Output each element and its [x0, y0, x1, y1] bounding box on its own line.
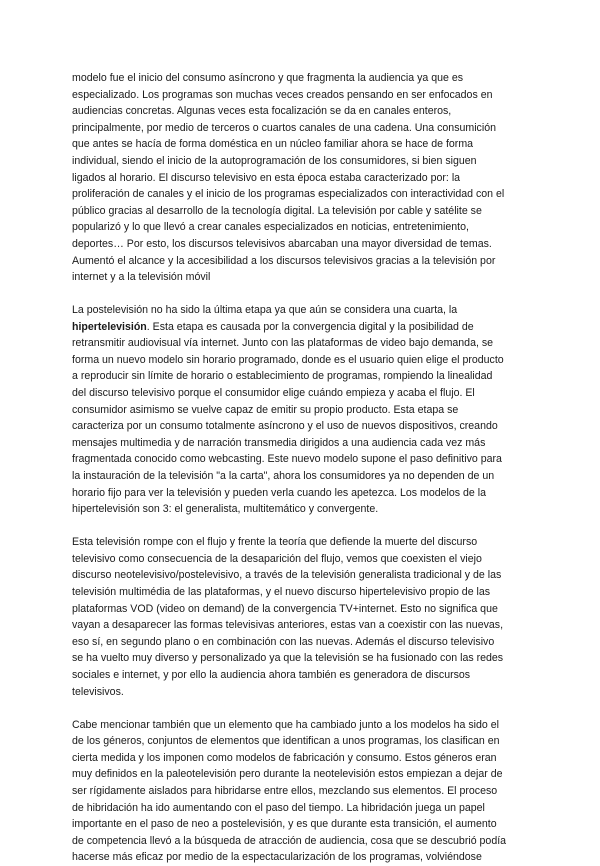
document-body — [72, 70, 528, 866]
paragraph-3: Esta televisión rompe con el flujo y frente la teoría que defiende la muerte del discurso televisivo como consecuencia de la desaparición del flujo, vemos que coexisten el viejo discurso neotelevisivo/postelevisivo, a través de la televisión generalista tradicional y de las televisión multimédia de las plataformas, y el nuevo discurso hipertelevisivo propio de las plataformas VOD (video on demand) de la convergencia TV+internet. Esto no significa que vayan a desaparecer las formas televisivas anteriores, estas van a coexistir con las nuevas, eso sí, en segundo plano o en combinación con las nuevas. Además el discurso televisivo se ha vuelto muy diverso y personalizado ya que la televisión se ha fusionado con las redes sociales e internet, y por ello la audiencia ahora también es generadora de discursos televisivos. — [72, 536, 504, 698]
paragraph-2-text-start: La postelevisión no ha sido la última etapa ya que aún se considera una cuarta, la — [72, 304, 458, 317]
hipertelevision-term: hipertelevisión — [72, 320, 147, 333]
paragraph-4: Cabe mencionar también que un elemento que ha cambiado junto a los modelos ha sido el de los géneros, conjuntos de elementos que identifican a unos programas, los clasifican en cierta medida y los imponen como modelos de fabricación y consumo. Estos géneros eran muy definidos en la paleotelevisión pero durante la neotelevisión estos empiezan a dejar de ser rígidamente aislados para hibridarse entre ellos, mezclando sus elementos. El proceso de hibridación ha ido aumentando con el paso del tiempo. La hibridación juega un papel importante en el paso de neo a postelevisión, y es que durante esta transición, el aumento de competencia llevó a la búsqueda de atracción de audiencia, cosa que se descubrió podía hacerse más eficaz por medio de la espectacularización de los programas, volviéndose — [72, 718, 507, 864]
paragraph-2 — [72, 302, 528, 518]
paragraph-1: modelo fue el inicio del consumo asíncrono y que fragmenta la audiencia ya que es especializado. Los programas son muchas veces creados pensando en ser enfocados en audiencias concretas. Algunas veces esta focalización se da en canales enteros, principalmente, por medio de terceros o cuartos canales de una cadena. Una consumición que antes se hacía de forma doméstica en un núcleo familiar ahora se hace de forma individual, siendo el inicio de la autoprogramación de los consumidores, si bien siguen ligados al horario. El discurso televisivo en esta época estaba caracterizado por: la proliferación de canales y el inicio de los programas especializados con interactividad con el público gracias al desarrollo de la tecnología digital. La televisión por cable y satélite se popularizó y lo que llevó a crear canales especializados en noticias, entretenimiento, deportes… Por esto, los discursos televisivos abarcaban una mayor diversidad de temas. Aumentó el alcance y la accesibilidad a los discursos televisivos gracias a la televisión por internet y a la televisión móvil — [72, 72, 505, 284]
paragraph-2-text-end: . Esta etapa es causada por la convergencia digital y la posibilidad de retransmitir audiovisual vía internet. Junto con las plataformas de video bajo demanda, se forma un nuevo modelo sin horario programado, donde es el usuario quien elige el producto a reproducir sin límite de horario o establecimiento de programas, rompiendo la linealidad del discurso televisivo porque el consumidor elige cuándo empieza y acaba el flujo. El consumidor asimismo se vuelve capaz de emitir su propio producto. Esta etapa se caracteriza por un consumo totalmente asíncrono y el uso de nuevos dispositivos, creando mensajes multimedia y de narración transmedia dirigidos a una audiencia cada vez más fragmentada conocido como webcasting. Este nuevo modelo supone el paso definitivo para la instauración de la televisión "a la carta", ahora los consumidores ya no dependen de un horario fijo para ver la televisión y pueden verla cuando les apetezca. Los modelos de la hipertelevisión son 3: el generalista, multitemático y convergente. — [72, 320, 504, 516]
